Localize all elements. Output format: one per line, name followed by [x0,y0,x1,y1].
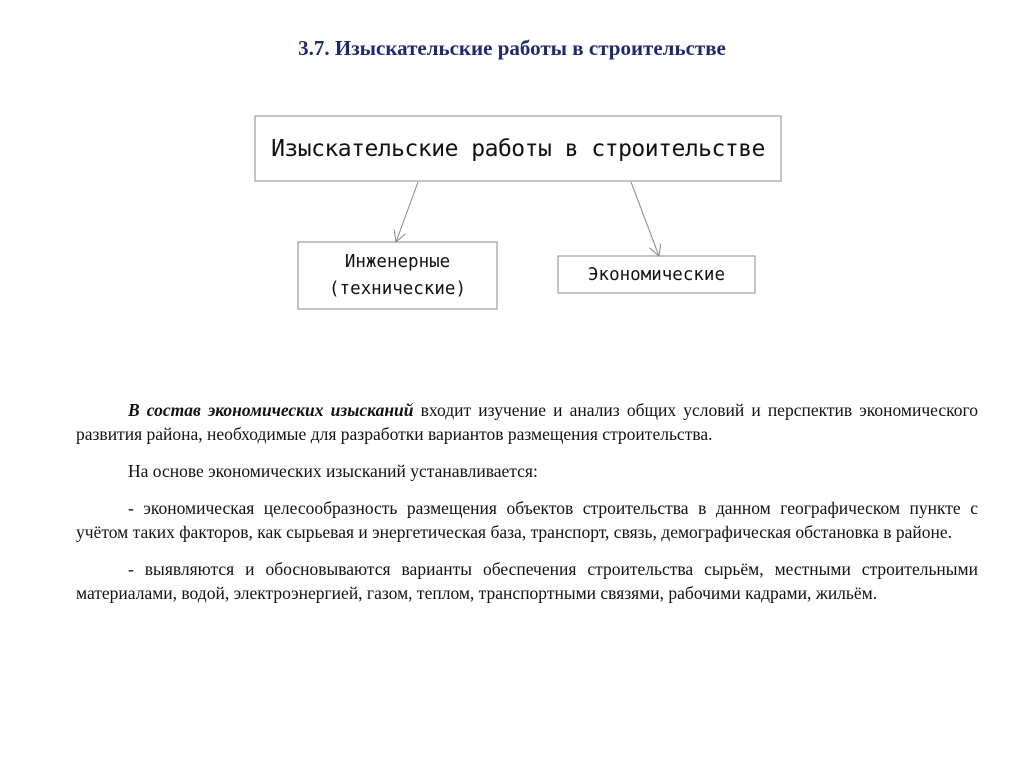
paragraph-3: - экономическая целесообразность размещения объектов строительства в данном географическом пункте с учётом таких факторов, как сырьевая и энергетическая база, транспорт, связь, демографическая обстановка в районе. [76,498,978,542]
engineering-box-label [298,242,497,309]
economic-box-label [558,256,755,293]
body-text [76,398,978,618]
paragraph-1 [76,398,978,446]
arrow-to-economic [631,182,659,256]
engineering-line1: Инженерные [344,251,451,272]
root-label: Изыскательские работы в строительстве [271,135,765,162]
economic-label: Экономические [588,264,725,285]
root-box-label [255,116,781,181]
paragraph-4: - выявляются и обосновываются варианты обеспечения строительства сырьём, местными строительными материалами, водой, электроэнергией, газом, теплом, транспортными связями, рабочими кадрами, жильём. [76,559,978,603]
paragraph-1-lead: В состав экономических изысканий [128,400,414,420]
paragraph-1-rest: входит изучение и анализ общих условий и перспектив экономического развития района, необходимые для разработки вариантов размещения строительства. [76,400,978,444]
arrow-to-engineering [396,182,418,242]
engineering-line2: (технические) [329,278,466,299]
paragraph-2: На основе экономических изысканий устанавливается: [128,461,538,481]
slide-title: 3.7. Изыскательские работы в строительстве [298,36,726,60]
